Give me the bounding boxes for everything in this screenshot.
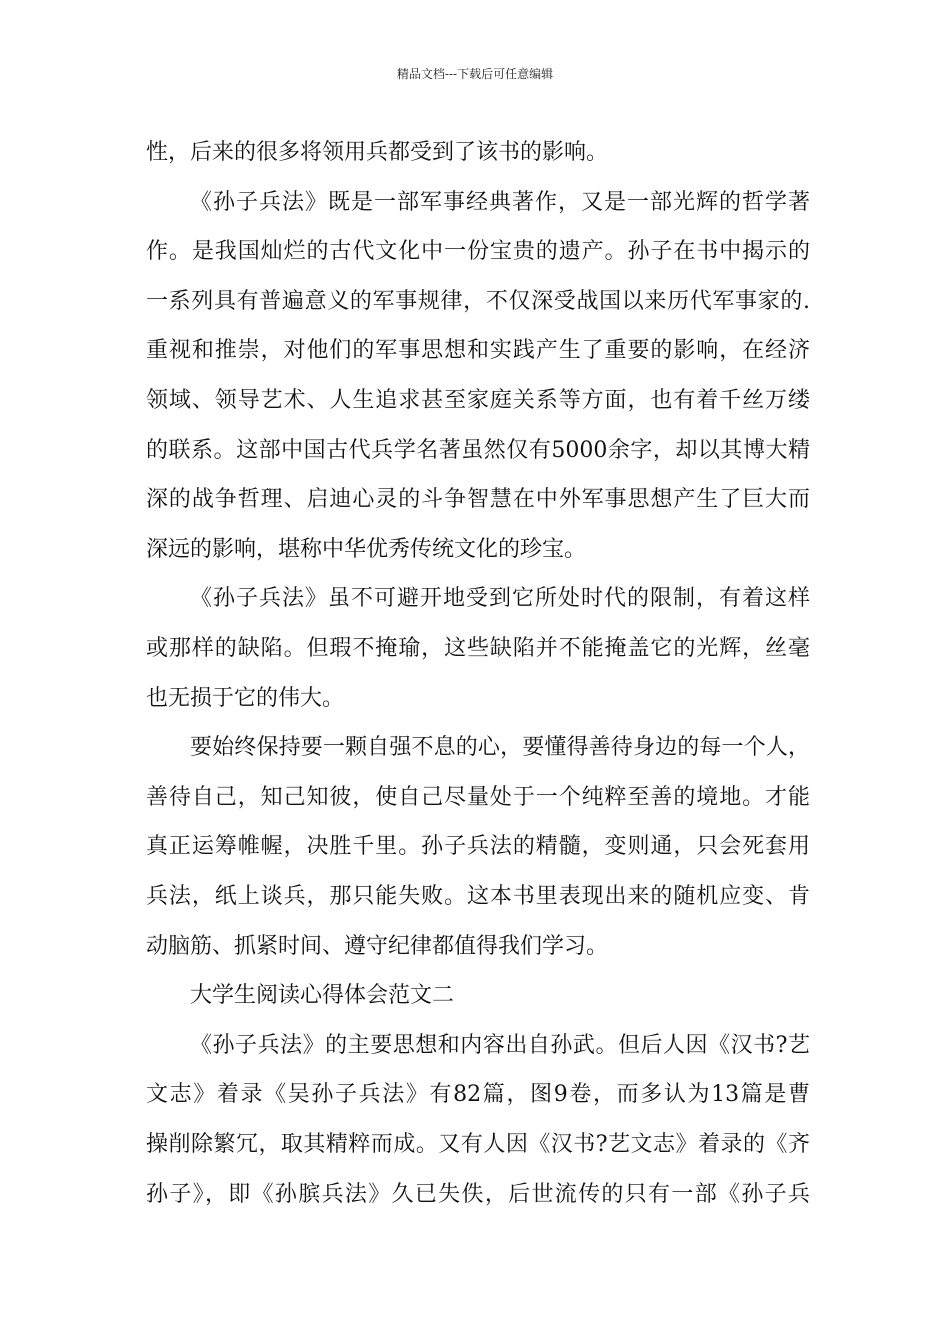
text-line: 《孙子兵法》虽不可避开地受到它所处时代的限制，有着这样 [190,586,810,611]
text-line: 要始终保持要一颗自强不息的心，要懂得善待身边的每一个人， [190,735,810,760]
text-line: 动脑筋、抓紧时间、遵守纪律都值得我们学习。 [146,934,609,959]
text-line: 重视和推崇，对他们的军事思想和实践产生了重要的影响，在经济 [146,338,810,363]
text-line: 孙子》，即《孙膑兵法》久已失佚，后世流传的只有一部《孙子兵 [146,1182,810,1207]
text-line: 性，后来的很多将领用兵都受到了该书的影响。 [146,140,609,165]
text-line: 善待自己，知己知彼，使自己尽量处于一个纯粹至善的境地。才能 [146,785,810,810]
text-line: 真正运筹帷幄，决胜千里。孙子兵法的精髓，变则通，只会死套用 [146,834,810,859]
page-header: 精品文档---下载后可任意编辑 [396,67,554,81]
text-line: 的联系。这部中国古代兵学名著虽然仅有5000余字，却以其博大精 [146,438,810,463]
text-line: 或那样的缺陷。但瑕不掩瑜，这些缺陷并不能掩盖它的光辉，丝毫 [146,636,810,661]
text-line: 操削除繁冗，取其精粹而成。又有人因《汉书?艺文志》着录的《齐 [146,1132,810,1157]
text-line: 文志》着录《吴孙子兵法》有82篇，图9卷，而多认为13篇是曹 [146,1082,810,1107]
text-line: 《孙子兵法》既是一部军事经典著作，又是一部光辉的哲学著 [190,190,810,215]
text-line: 作。是我国灿烂的古代文化中一份宝贵的遗产。孙子在书中揭示的 [146,239,810,264]
text-line: 深远的影响，堪称中华优秀传统文化的珍宝。 [146,537,587,562]
text-line: 一系列具有普遍意义的军事规律，不仅深受战国以来历代军事家的. [146,289,810,314]
text-line: 《孙子兵法》的主要思想和内容出自孙武。但后人因《汉书?艺 [190,1033,810,1058]
text-line: 也无损于它的伟大。 [146,686,345,711]
text-line: 大学生阅读心得体会范文二 [190,983,455,1008]
text-line: 领域、领导艺术、人生追求甚至家庭关系等方面，也有着千丝万缕 [146,388,810,413]
text-line: 深的战争哲理、启迪心灵的斗争智慧在中外军事思想产生了巨大而 [146,487,810,512]
text-line: 兵法，纸上谈兵，那只能失败。这本书里表现出来的随机应变、肯 [146,884,810,909]
